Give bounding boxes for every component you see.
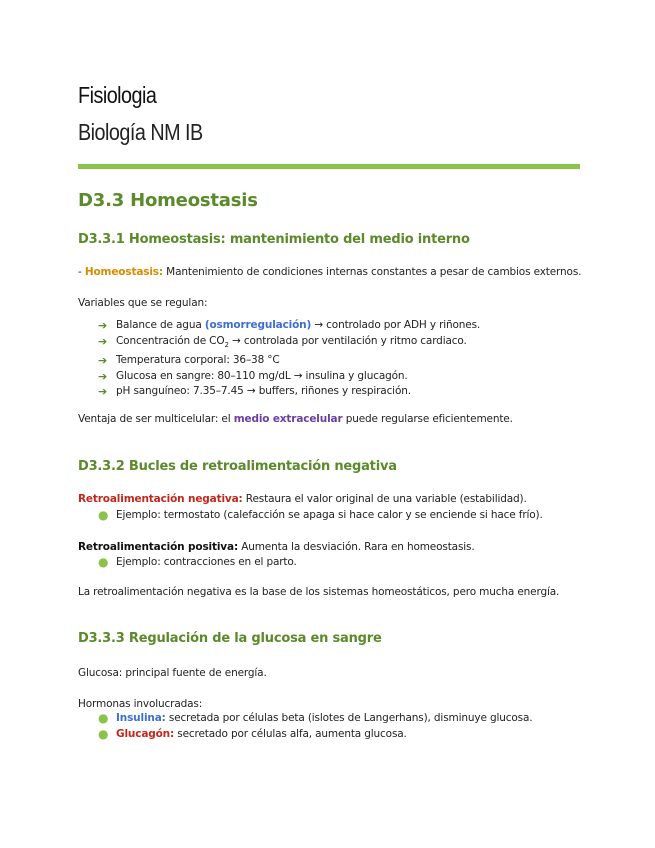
multicellular-advantage <box>78 412 513 426</box>
list-item <box>98 727 532 743</box>
list-item <box>98 318 480 334</box>
arrow-bullet-icon: ➔ <box>98 334 108 348</box>
item-text: → controlado por ADH y riñones. <box>311 319 481 331</box>
variables-intro: Variables que se regulan: <box>78 297 208 309</box>
dot-bullet-icon: ● <box>98 711 109 725</box>
definition-text: Aumenta la desviación. Rara en homeostasis. <box>238 541 475 553</box>
item-text: secretado por células alfa, aumenta glucosa. <box>174 727 407 740</box>
subsection-heading-1: D3.3.1 Homeostasis: mantenimiento del medio interno <box>78 232 470 247</box>
document-title: Fisiologia <box>78 82 157 108</box>
item-text: Ejemplo: termostato (calefacción se apaga si hace calor y se enciende si hace frío). <box>116 509 543 521</box>
term-osmorregulacion: (osmorregulación) <box>204 319 312 331</box>
arrow-bullet-icon: ➔ <box>98 354 108 368</box>
list-item <box>98 384 480 400</box>
list-item <box>98 334 480 354</box>
item-text: Balance de agua <box>116 319 205 331</box>
glucose-statement: Glucosa: principal fuente de energía. <box>78 667 267 679</box>
definition-prefix: - <box>78 266 85 278</box>
item-text: Ejemplo: contracciones en el parto. <box>116 556 297 568</box>
definition-text: Restaura el valor original de una variable (estabilidad). <box>242 493 527 505</box>
variables-list <box>98 318 480 400</box>
list-item <box>98 353 480 369</box>
item-text: Glucosa en sangre: 80–110 mg/dL → insulina y glucagón. <box>116 369 408 382</box>
definition-text: Mantenimiento de condiciones internas constantes a pesar de cambios externos. <box>162 266 582 278</box>
document-subtitle: Biología NM IB <box>78 119 203 145</box>
term-insulina: Insulina: <box>116 712 166 724</box>
term-positive-feedback: Retroalimentación positiva: <box>78 541 238 553</box>
section-heading: D3.3 Homeostasis <box>78 190 258 211</box>
list-item <box>98 369 480 385</box>
arrow-bullet-icon: ➔ <box>98 319 108 332</box>
item-text: secretada por células beta (islotes de Langerhans), disminuye glucosa. <box>165 712 533 724</box>
advantage-text: puede regularse eficientemente. <box>342 413 513 425</box>
positive-feedback-examples <box>98 555 297 571</box>
hormones-list <box>98 711 532 742</box>
list-item <box>98 508 543 524</box>
term-medio-extracelular: medio extracelular <box>233 413 343 425</box>
arrow-bullet-icon: ➔ <box>98 385 108 399</box>
negative-feedback-examples <box>98 508 543 524</box>
homeostasis-definition <box>78 265 581 279</box>
title-divider <box>78 164 580 169</box>
dot-bullet-icon: ● <box>98 508 109 522</box>
list-item <box>98 555 297 571</box>
positive-feedback-definition <box>78 540 475 554</box>
list-item <box>98 711 532 727</box>
subsection-heading-3: D3.3.3 Regulación de la glucosa en sangre <box>78 631 382 646</box>
item-text: → controlada por ventilación y ritmo cardiaco. <box>228 334 467 347</box>
item-text: Concentración de CO <box>116 334 225 347</box>
dot-bullet-icon: ● <box>98 555 109 569</box>
item-text: Temperatura corporal: 36–38 °C <box>116 354 280 367</box>
hormones-intro: Hormonas involucradas: <box>78 698 203 710</box>
negative-feedback-definition <box>78 492 527 506</box>
feedback-summary: La retroalimentación negativa es la base de los sistemas homeostáticos, pero mucha energía. <box>78 586 560 598</box>
advantage-text: Ventaja de ser multicelular: el <box>78 413 234 425</box>
term-negative-feedback: Retroalimentación negativa: <box>78 493 243 505</box>
arrow-bullet-icon: ➔ <box>98 369 108 383</box>
subsection-heading-2: D3.3.2 Bucles de retroalimentación negativa <box>78 459 397 474</box>
subscript: 2 <box>224 340 229 349</box>
dot-bullet-icon: ● <box>98 726 109 741</box>
item-text: pH sanguíneo: 7.35–7.45 → buffers, riñones y respiración. <box>116 385 411 398</box>
term-homeostasis: Homeostasis: <box>84 266 163 278</box>
term-glucagon: Glucagón: <box>116 727 175 740</box>
